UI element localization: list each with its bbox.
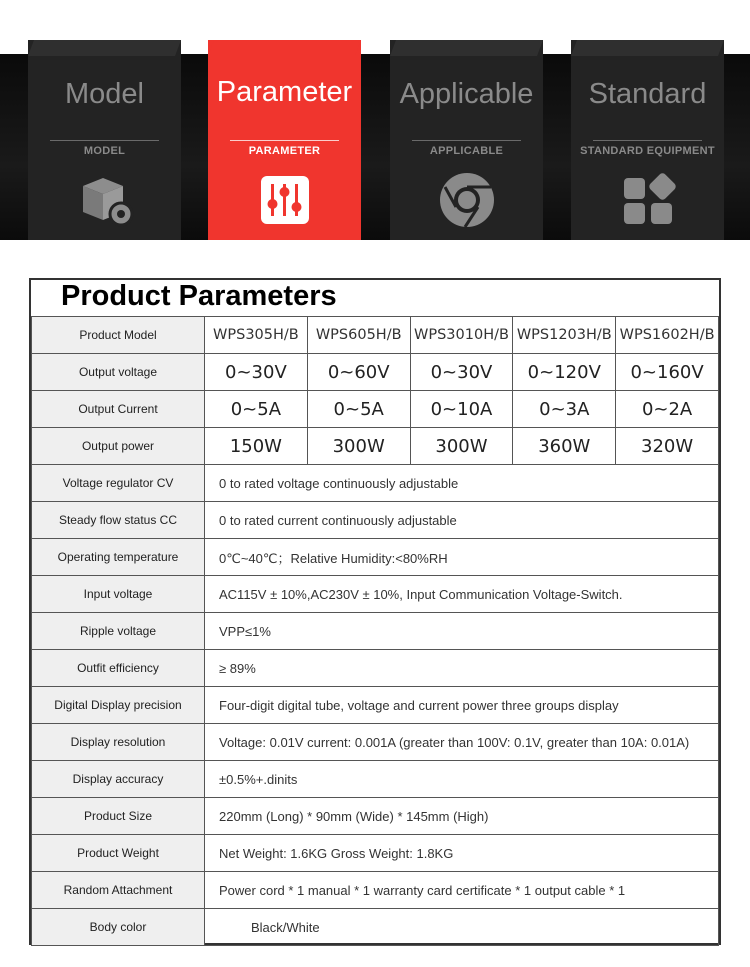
spec-value: 0~30V	[410, 354, 513, 391]
row-label: Output voltage	[32, 354, 205, 391]
table-row	[32, 650, 719, 687]
tab-divider	[230, 140, 339, 141]
parameters-table	[31, 316, 719, 946]
row-value: Voltage: 0.01V current: 0.001A (greater than 100V: 0.1V, greater than 10A: 0.01A)	[205, 724, 719, 761]
table-row	[32, 576, 719, 613]
spec-value: 0~2A	[616, 391, 719, 428]
tab-divider	[412, 140, 521, 141]
row-label: Random Attachment	[32, 872, 205, 909]
tab-applicable[interactable]	[390, 40, 543, 240]
spec-value: 0~160V	[616, 354, 719, 391]
blocks-icon	[618, 170, 678, 230]
row-label: Product Size	[32, 798, 205, 835]
row-value: 220mm (Long) * 90mm (Wide) * 145mm (High)	[205, 798, 719, 835]
row-value: Net Weight: 1.6KG Gross Weight: 1.8KG	[205, 835, 719, 872]
model-name: WPS1602H/B	[616, 317, 719, 354]
spec-value: 0~3A	[513, 391, 616, 428]
sliders-icon	[255, 170, 315, 230]
spec-value: 360W	[513, 428, 616, 465]
table-row	[32, 465, 719, 502]
table-row	[32, 687, 719, 724]
spec-value: 0~120V	[513, 354, 616, 391]
row-value: VPP≤1%	[205, 613, 719, 650]
table-row	[32, 613, 719, 650]
spec-value: 0~30V	[205, 354, 308, 391]
row-label: Body color	[32, 909, 205, 946]
box-gear-icon	[75, 170, 135, 230]
spec-value: 0~60V	[307, 354, 410, 391]
row-value: Four-digit digital tube, voltage and current power three groups display	[205, 687, 719, 724]
table-row	[32, 761, 719, 798]
row-value: ±0.5%+.dinits	[205, 761, 719, 798]
table-row	[32, 539, 719, 576]
row-value: 0 to rated voltage continuously adjustable	[205, 465, 719, 502]
row-label: Digital Display precision	[32, 687, 205, 724]
row-value: AC115V ± 10%,AC230V ± 10%, Input Communication Voltage-Switch.	[205, 576, 719, 613]
model-name: WPS1203H/B	[513, 317, 616, 354]
spec-value: 300W	[307, 428, 410, 465]
table-row	[32, 835, 719, 872]
row-value: Black/White	[205, 909, 719, 946]
row-value: Power cord * 1 manual * 1 warranty card certificate * 1 output cable * 1	[205, 872, 719, 909]
row-value: 0 to rated current continuously adjustable	[205, 502, 719, 539]
tab-subtitle: APPLICABLE	[429, 145, 504, 157]
spec-value: 0~5A	[307, 391, 410, 428]
tab-divider	[50, 140, 159, 141]
tab-title: Applicable	[399, 78, 534, 110]
row-label: Input voltage	[32, 576, 205, 613]
table-row	[32, 798, 719, 835]
tab-parameter[interactable]	[208, 40, 361, 240]
table-row	[32, 354, 719, 391]
spec-value: 320W	[616, 428, 719, 465]
row-label: Display accuracy	[32, 761, 205, 798]
row-label: Product Model	[32, 317, 205, 354]
table-row	[32, 428, 719, 465]
page-title: Product Parameters	[61, 280, 337, 312]
product-parameters-panel	[29, 278, 721, 945]
spec-value: 0~5A	[205, 391, 308, 428]
spec-value: 300W	[410, 428, 513, 465]
model-name: WPS305H/B	[205, 317, 308, 354]
tab-standard[interactable]	[571, 40, 724, 240]
row-label: Steady flow status CC	[32, 502, 205, 539]
model-name: WPS605H/B	[307, 317, 410, 354]
table-row	[32, 909, 719, 946]
model-row	[32, 317, 719, 354]
row-label: Outfit efficiency	[32, 650, 205, 687]
tab-subtitle: MODEL	[83, 145, 126, 157]
row-label: Display resolution	[32, 724, 205, 761]
row-label: Ripple voltage	[32, 613, 205, 650]
table-row	[32, 724, 719, 761]
spec-value: 0~10A	[410, 391, 513, 428]
tab-model[interactable]	[28, 40, 181, 240]
chrome-icon	[437, 170, 497, 230]
row-label: Voltage regulator CV	[32, 465, 205, 502]
tab-title: Standard	[588, 78, 707, 110]
row-label: Output Current	[32, 391, 205, 428]
tab-divider	[593, 140, 702, 141]
tab-subtitle: PARAMETER	[248, 145, 321, 157]
table-row	[32, 872, 719, 909]
table-row	[32, 502, 719, 539]
spec-value: 150W	[205, 428, 308, 465]
row-label: Operating temperature	[32, 539, 205, 576]
row-value: 0℃~40℃；Relative Humidity:<80%RH	[205, 539, 719, 576]
row-value: ≥ 89%	[205, 650, 719, 687]
model-name: WPS3010H/B	[410, 317, 513, 354]
row-label: Product Weight	[32, 835, 205, 872]
row-label: Output power	[32, 428, 205, 465]
tab-title: Model	[65, 78, 144, 110]
tab-subtitle: STANDARD EQUIPMENT	[580, 145, 715, 157]
table-row	[32, 391, 719, 428]
tab-title: Parameter	[216, 76, 353, 108]
